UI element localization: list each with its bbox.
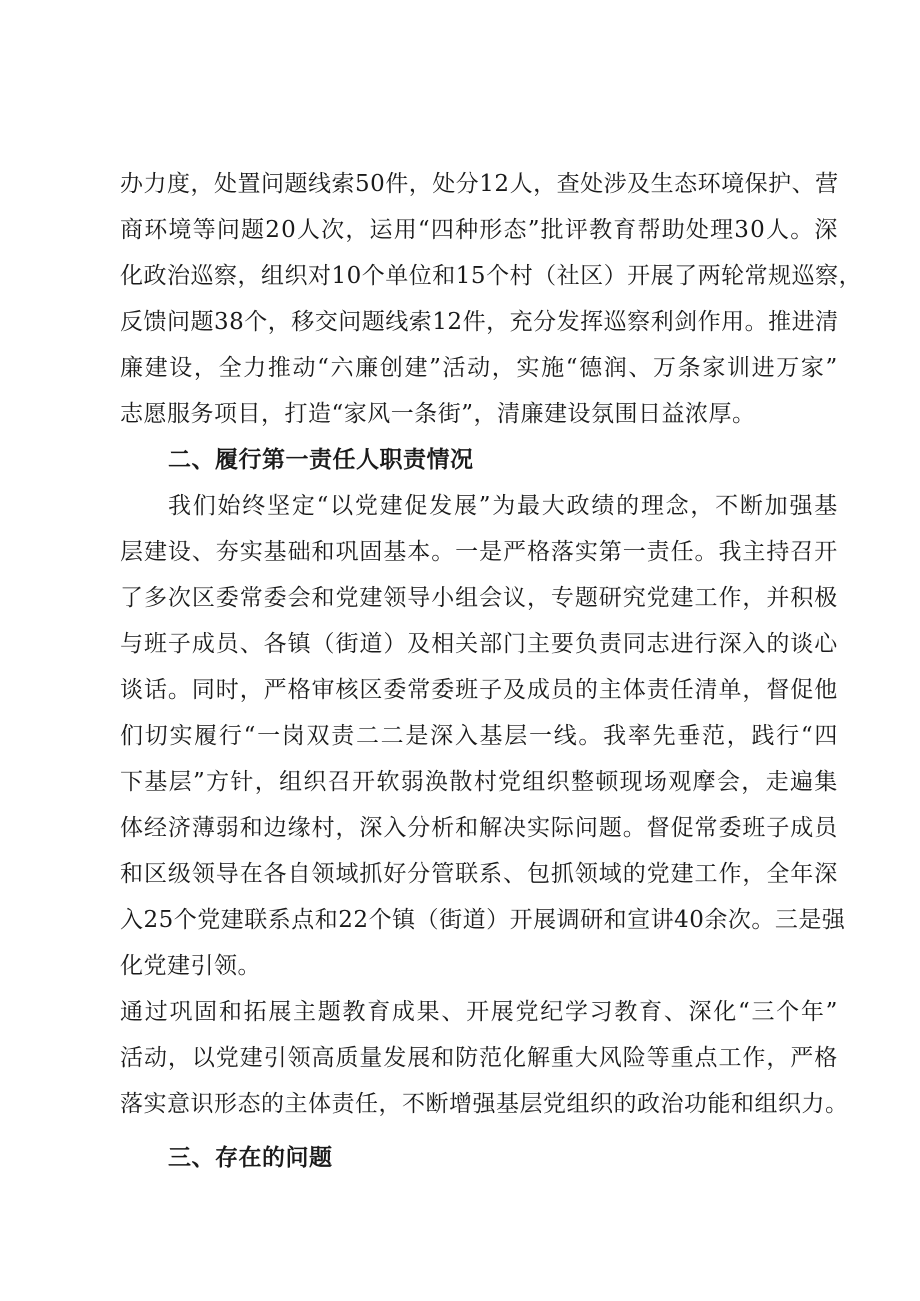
text-line: 活 动 ， 以 党 建 引 领 高 质 量 发 展 和 防 范 化 解 重 大 风 险 等 重 点 工 作 ， 严 格 [120,1045,838,1071]
text-line: 和 区 级 领 导 在 各 自 领 域 抓 好 分 管 联 系 、 包 抓 领 域 的 党 建 工 作 ， 全 年 深 [120,861,838,887]
text-line: 商 环 境 等 问 题 2 0 人 次 ， 运 用 “ 四 种 形 态 ” 批 评 教 育 帮 助 处 理 3 0 人 。 深 [120,217,838,243]
text-line: 入 2 5 个 党 建 联 系 点 和 2 2 个 镇 （ 街 道 ） 开 展 调 研 和 宣 讲 4 0 余 次 。 三 是 强 [120,907,846,933]
section-heading-2: 二、履行第一责任人职责情况 [168,446,474,473]
section-heading-3: 三、存在的问题 [168,1144,333,1171]
text-line: 办 力 度 ， 处 置 问 题 线 索 5 0 件 ， 处 分 1 2 人 ， 查 处 涉 及 生 态 环 境 保 护 、 营 [120,171,839,197]
text-line: 化 政 治 巡 察 ， 组 织 对 1 0 个 单 位 和 1 5 个 村 （ 社 区 ） 开 展 了 两 轮 常 规 巡 察 ， [120,263,863,289]
text-line: 与 班 子 成 员 、 各 镇 （ 街 道 ） 及 相 关 部 门 主 要 负 责 同 志 进 行 深 入 的 谈 心 [120,631,838,657]
paragraph-first-responsibility [120,483,846,989]
text-line: 了 多 次 区 委 常 委 会 和 党 建 领 导 小 组 会 议 ， 专 题 研 究 党 建 工 作 ， 并 积 极 [120,585,838,611]
paragraph-discipline [120,161,863,437]
text-line: 下 基 层 ” 方 针 ， 组 织 召 开 软 弱 涣 散 村 党 组 织 整 顿 现 场 观 摩 会 ， 走 遍 集 [120,769,838,795]
text-line: 通 过 巩 固 和 拓 展 主 题 教 育 成 果 、 开 展 党 纪 学 习 教 育 、 深 化 “ 三 个 年 ” [120,999,838,1025]
text-line: 层 建 设 、 夯 实 基 础 和 巩 固 基 本 。 一 是 严 格 落 实 第 一 责 任 。 我 主 持 召 开 [120,539,838,565]
text-line: 体 经 济 薄 弱 和 边 缘 村 ， 深 入 分 析 和 解 决 实 际 问 题 。 督 促 常 委 班 子 成 员 [120,815,838,841]
text-line: 化党建引领。 [120,953,261,979]
document-body [120,161,863,1181]
paragraph-party-building [120,989,849,1127]
text-line: 反 馈 问 题 3 8 个 ， 移 交 问 题 线 索 1 2 件 ， 充 分 发 挥 巡 察 利 剑 作 用 。 推 进 清 [120,309,839,335]
text-line: 们 切 实 履 行 “ 一 岗 双 责 二 二 是 深 入 基 层 一 线 。 我 率 先 垂 范 ， 践 行 “ 四 [120,723,838,749]
text-line: 我 们 始 终 坚 定 “ 以 党 建 促 发 展 ” 为 最 大 政 绩 的 理 念 ， 不 断 加 强 基 [168,493,838,519]
text-line: 廉 建 设 ， 全 力 推 动 “ 六 廉 创 建 ” 活 动 ， 实 施 “ 德 润 、 万 条 家 训 进 万 家 ” [120,355,838,381]
text-line: 落 实 意 识 形 态 的 主 体 责 任 ， 不 断 增 强 基 层 党 组 织 的 政 治 功 能 和 组 织 力 。 [120,1091,849,1117]
text-line: 志愿服务项目，打造“家风一条街”，清廉建设氛围日益浓厚。 [120,401,756,427]
text-line: 谈 话 。 同 时 ， 严 格 审 核 区 委 常 委 班 子 及 成 员 的 主 体 责 任 清 单 ， 督 促 他 [120,677,838,703]
